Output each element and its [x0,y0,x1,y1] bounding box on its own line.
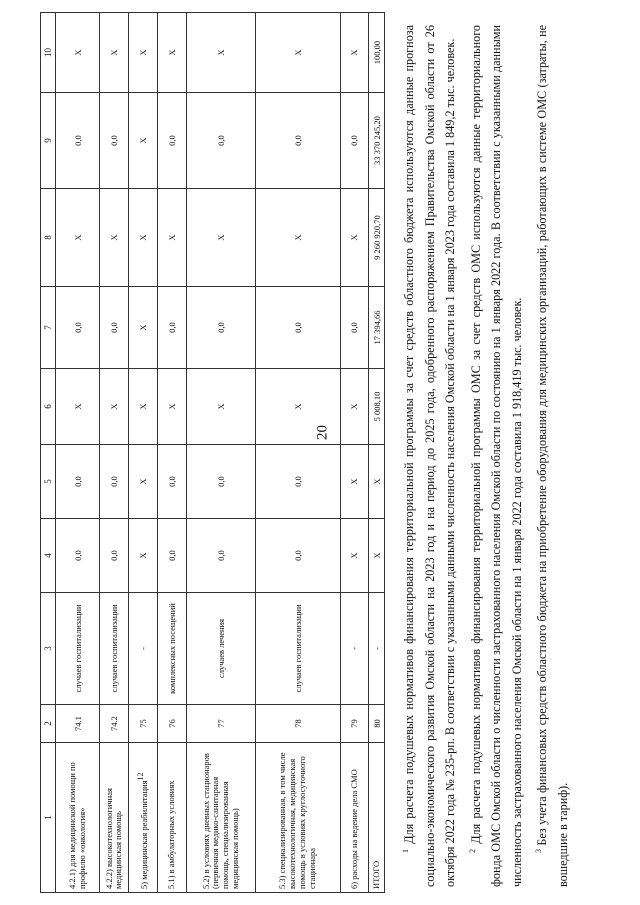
row-code: 76 [158,705,187,743]
cell: 0,0 [56,287,100,369]
row-code: 77 [187,705,256,743]
column-header: 5 [41,445,56,519]
row-unit: - [129,593,158,705]
row-name: 4.2.2) высокотехнологичная медицинская помощь [100,743,129,893]
cell: X [369,519,385,593]
row-unit: случаев госпитализации [100,593,129,705]
cell: X [158,13,187,93]
cell: X [129,287,158,369]
row-code: 80 [369,705,385,743]
column-header: 9 [41,93,56,189]
cell: X [256,189,340,287]
cell: X [256,369,340,445]
cell: 0,0 [158,287,187,369]
row-unit: - [369,593,385,705]
cell: 0,0 [187,519,256,593]
cell: 0,0 [187,287,256,369]
row-name: 6) расходы на ведение дела СМО [340,743,369,893]
cell: X [340,369,369,445]
cell: X [56,189,100,287]
row-name: 5.3) специализированная, в том числе высокотехнологичная, медицинская помощь в условиях круглосуточного стационара [256,743,340,893]
cell: 33 370 245,20 [369,93,385,189]
cell: 0,0 [187,93,256,189]
cell: 0,0 [340,93,369,189]
cell: X [129,519,158,593]
cell: 0,0 [100,93,129,189]
row-unit: - [340,593,369,705]
table-row [100,13,129,893]
cell: 0,0 [56,445,100,519]
footnote-mark: 3 [534,849,544,853]
column-header: 2 [41,705,56,743]
footnote [463,25,528,887]
row-name-text: 5) медицинская реабилитация [139,780,150,889]
table-row-total [369,13,385,893]
cell: X [129,369,158,445]
row-name [129,743,158,893]
column-header: 1 [41,743,56,893]
cell: X [369,445,385,519]
cell: X [129,189,158,287]
footnote-mark: 1 [401,849,410,853]
cell: 0,0 [158,519,187,593]
cell: X [129,445,158,519]
cell: X [100,189,129,287]
cell: X [187,369,256,445]
cell: X [158,189,187,287]
page-number: 20 [314,425,331,440]
column-header: 4 [41,519,56,593]
cell: 0,0 [256,519,340,593]
financing-table [40,12,385,893]
row-code: 74.1 [56,705,100,743]
column-header: 6 [41,369,56,445]
cell: 9 260 920,70 [369,189,385,287]
cell: 0,0 [56,93,100,189]
cell: 0,0 [256,287,340,369]
row-name: 5.1) в амбулаторных условиях [158,743,187,893]
cell: 0,0 [158,445,187,519]
cell: X [187,189,256,287]
cell: 0,0 [100,287,129,369]
table-row [187,13,256,893]
cell: X [56,13,100,93]
cell: X [187,13,256,93]
table-row [158,13,187,893]
table-row [340,13,369,893]
footnote-mark: 2 [467,849,477,853]
cell: 0,0 [256,445,340,519]
cell: 100,00 [369,13,385,93]
cell: X [100,13,129,93]
cell: X [340,189,369,287]
row-code: 78 [256,705,340,743]
cell: 0,0 [100,519,129,593]
row-unit: случаев госпитализации [256,593,340,705]
row-name: 5.2) в условиях дневных стационаров (первичная медико-санитарная помощь, специализированная медицинская помощь) [187,743,256,893]
cell: X [129,13,158,93]
cell: X [158,369,187,445]
cell: 0,0 [100,445,129,519]
row-unit: случаев госпитализации [56,593,100,705]
table-row [129,13,158,893]
row-code: 75 [129,705,158,743]
row-name: ИТОГО [369,743,385,893]
table-row [56,13,100,893]
cell: X [340,519,369,593]
footnotes [396,25,575,887]
footnote-text: Для расчета подушевых нормативов финансирования территориальной программы ОМС за счет средств ОМС используются данные территориального фонда ОМС Омской области о численности застрахованного населения Омской области по состоянию на 1 января 2022 года. В соответствии с указанными данными численность застрахованного населения Омской области на 1 января 2022 года составила 1 918,419 тыс. человек. [468,24,524,887]
cell: X [129,93,158,189]
cell: X [56,369,100,445]
cell: 0,0 [158,93,187,189]
cell: 0,0 [56,519,100,593]
table-header-row [41,13,56,893]
cell: 0,0 [187,445,256,519]
row-unit: комплексных посещений [158,593,187,705]
footnote-ref: 12 [136,772,146,781]
column-header: 7 [41,287,56,369]
row-name: 4.2.1) для медицинской помощи по профилю «онкология» [56,743,100,893]
cell: X [256,13,340,93]
column-header: 3 [41,593,56,705]
cell: 0,0 [340,287,369,369]
cell: X [100,369,129,445]
footnote [396,25,461,887]
table-row [256,13,340,893]
row-unit: случаев лечения [187,593,256,705]
row-code: 79 [340,705,369,743]
row-code: 74.2 [100,705,129,743]
cell: 0,0 [256,93,340,189]
footnote-text: Для расчета подушевых нормативов финансирования территориальной программы за счет средств областного бюджета используются данные прогноза социально-экономического развития Омской области на 2023 год и на период до 2025 года, одобренного распоряжением Правительства Омской области от 26 октября 2022 года № 235-рп. В соответствии с указанными данными численность населения Омской области на 1 января 2023 года составила 1 849,2 тыс. человек. [402,24,458,887]
column-header: 10 [41,13,56,93]
footnote [529,25,573,887]
cell: X [340,445,369,519]
cell: X [340,13,369,93]
footnote-text: Без учета финансовых средств областного бюджета на приобретение оборудования для медицинских организаций, работающих в системе ОМС (затраты, не вошедшие в тариф). [535,24,570,887]
column-header: 8 [41,189,56,287]
cell: 5 008,10 [369,369,385,445]
cell: 17 394,66 [369,287,385,369]
